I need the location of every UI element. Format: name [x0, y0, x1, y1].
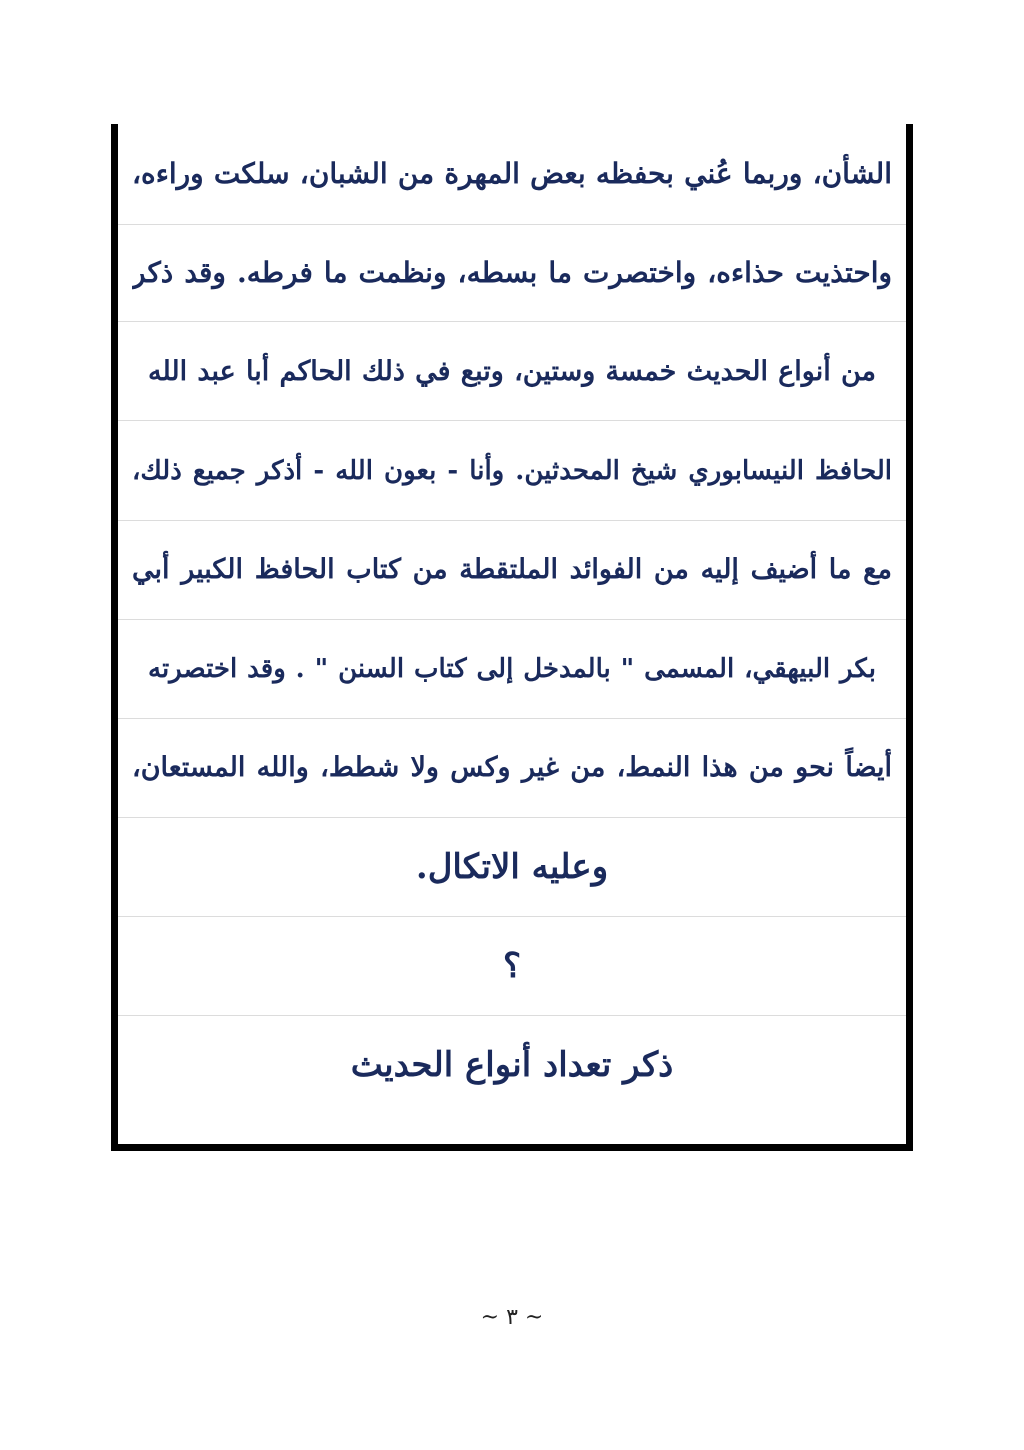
separator-mark: ؟	[502, 946, 522, 986]
body-line-7: أيضاً نحو من هذا النمط، من غير وكس ولا شطط، والله المستعان،	[132, 752, 892, 783]
body-line-3: من أنواع الحديث خمسة وستين، وتبع في ذلك الحاكم أبا عبد الله	[148, 356, 876, 387]
body-line-5: مع ما أضيف إليه من الفوائد الملتقطة من كتاب الحافظ الكبير أبي	[132, 554, 892, 585]
section-heading: ذكر تعداد أنواع الحديث	[350, 1045, 674, 1085]
body-line-2: واحتذيت حذاءه، واختصرت ما بسطه، ونظمت ما فرطه. وقد ذكر	[132, 256, 892, 289]
page-frame	[111, 124, 913, 1151]
page-number: ~ ٣ ~	[480, 1305, 544, 1330]
body-line-6: بكر البيهقي، المسمى " بالمدخل إلى كتاب السنن " . وقد اختصرته	[148, 654, 876, 684]
body-line-4: الحافظ النيسابوري شيخ المحدثين. وأنا - بعون الله - أذكر جميع ذلك،	[132, 456, 892, 486]
body-line-1: الشأن، وربما عُني بحفظه بعض المهرة من الشبان، سلكت وراءه،	[132, 157, 892, 190]
body-line-8: وعليه الاتكال.	[415, 847, 609, 887]
